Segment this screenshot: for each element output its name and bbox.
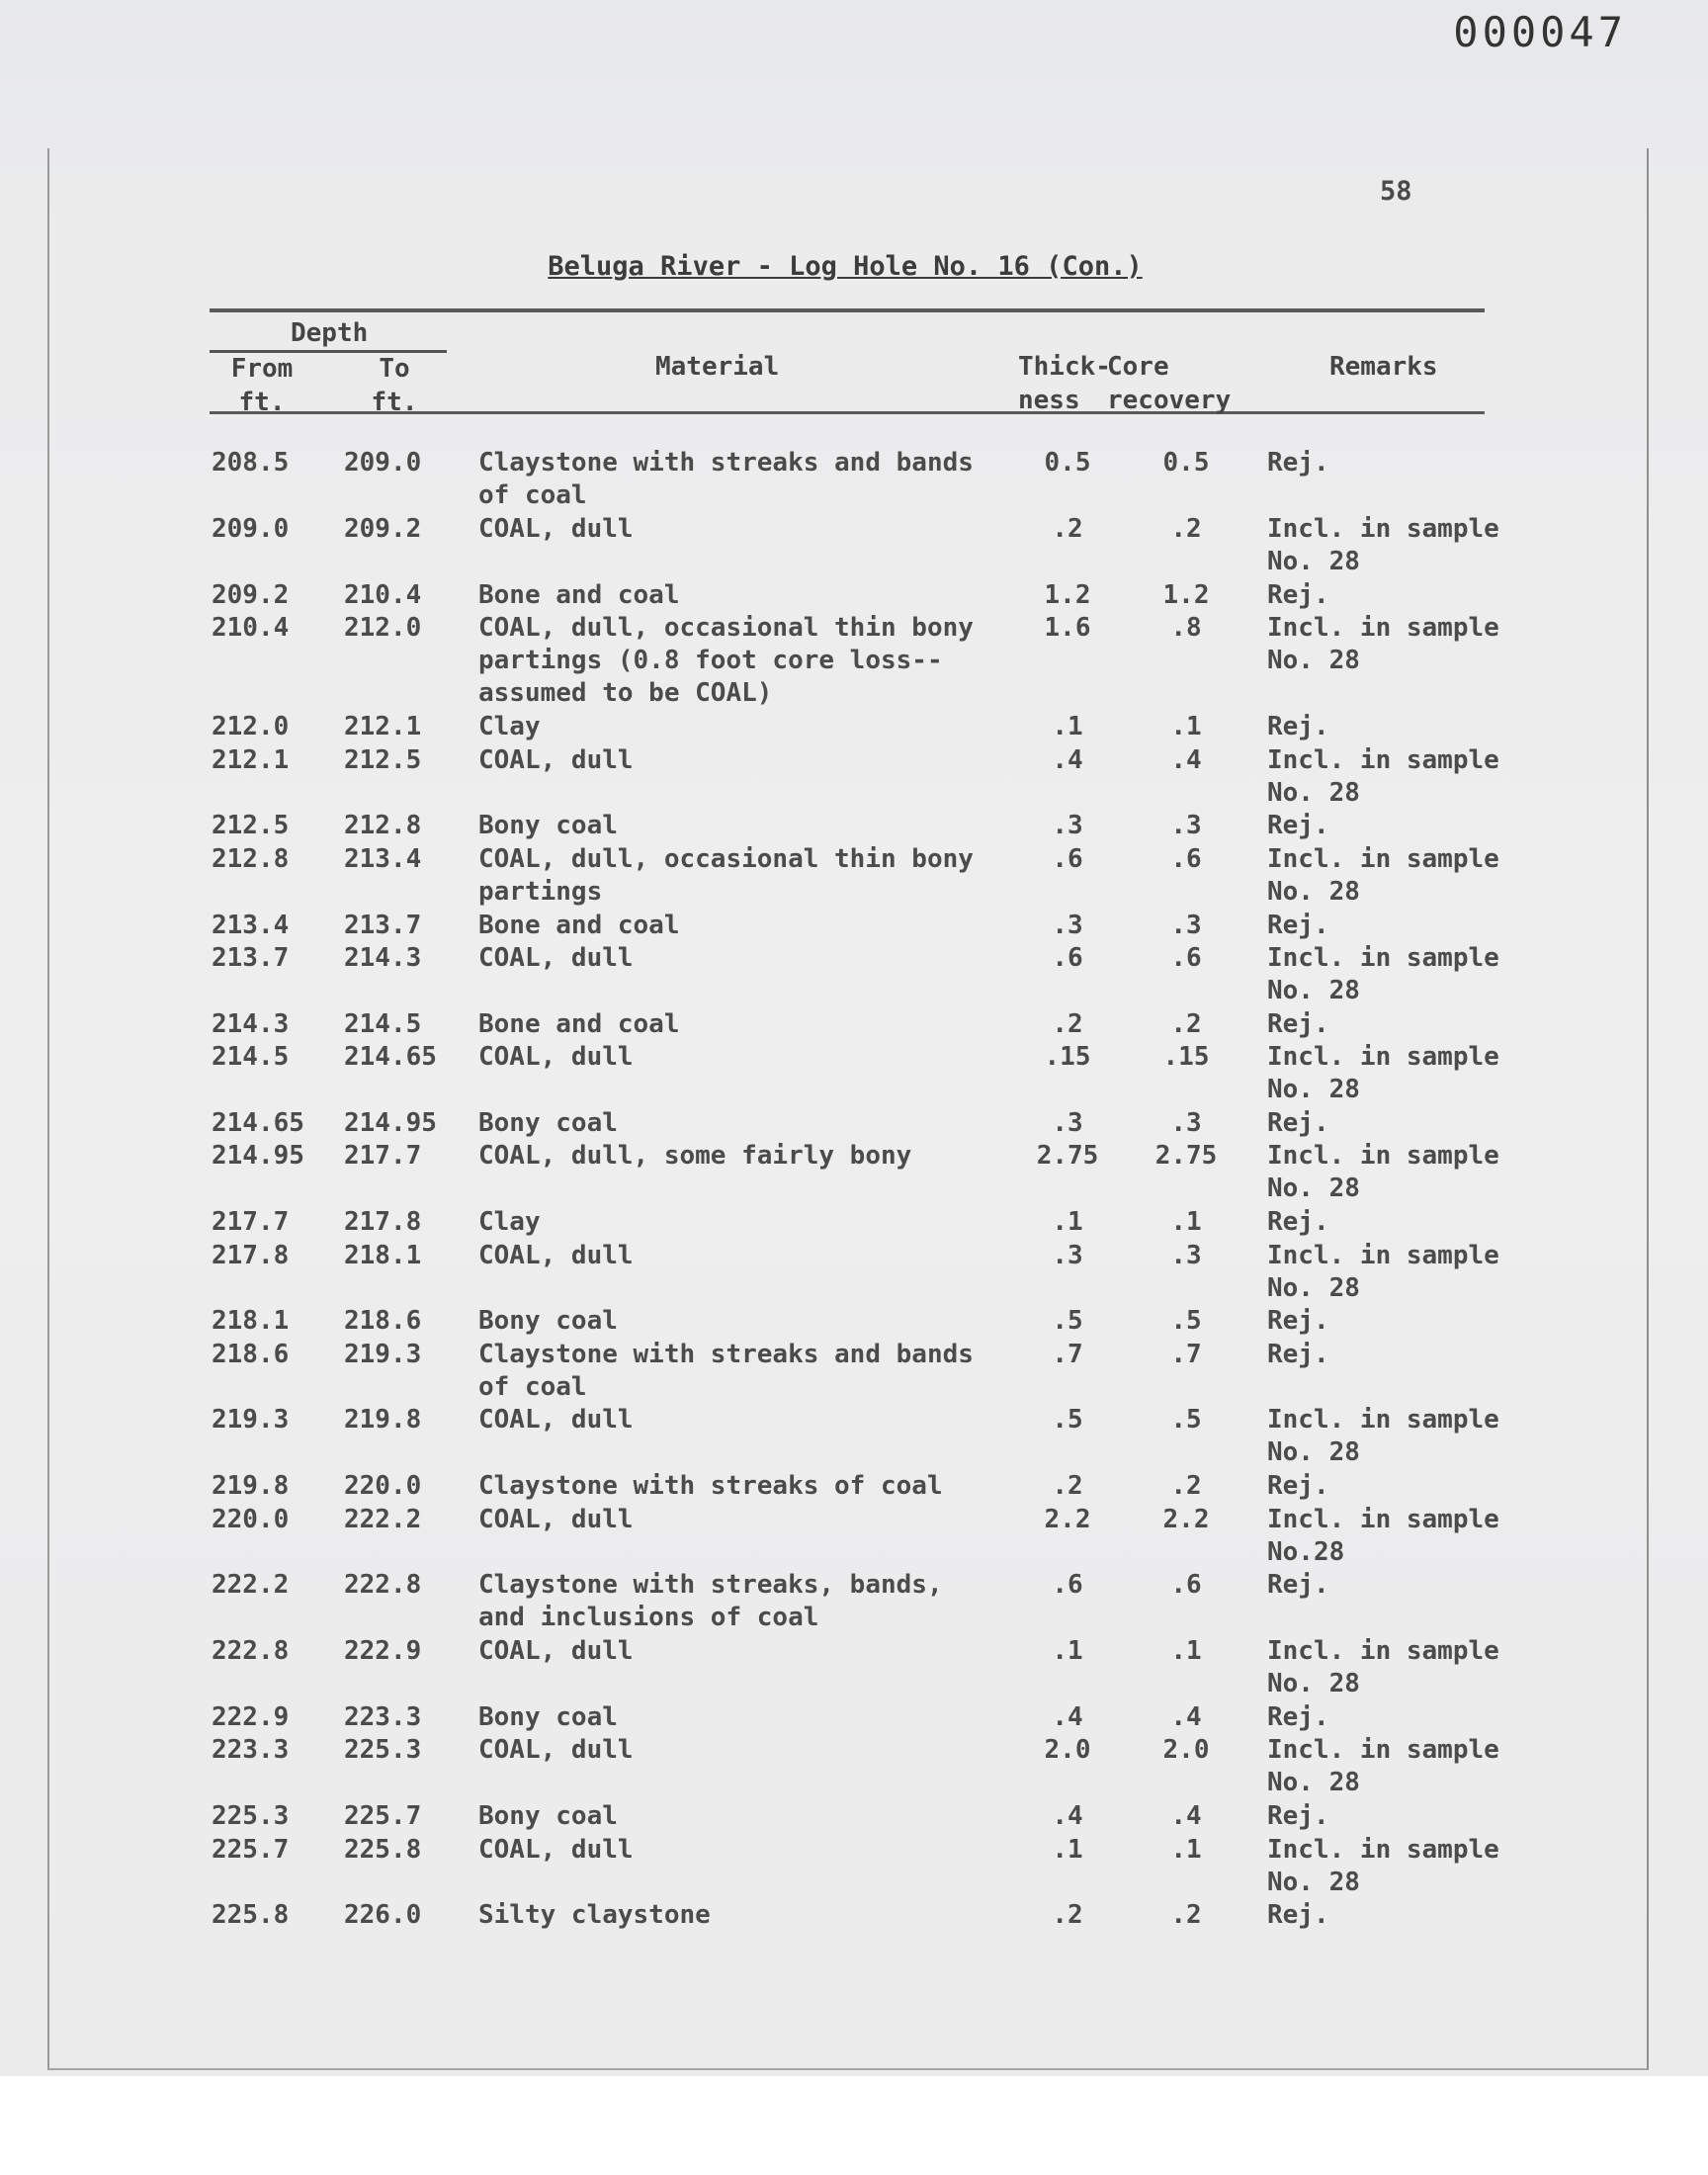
thickness-cell: .6 xyxy=(1052,1570,1083,1601)
table-row xyxy=(0,1504,1708,1570)
remarks-cell: Rej. xyxy=(1267,1471,1329,1502)
table-row xyxy=(0,910,1708,942)
thickness-cell: .3 xyxy=(1052,811,1083,841)
core-recovery-cell: 2.0 xyxy=(1162,1735,1210,1766)
remarks-cell: Rej. xyxy=(1267,910,1329,940)
depth-from: 212.5 xyxy=(212,811,290,841)
header-thickness: Thick- ness xyxy=(1018,352,1111,415)
thickness-cell: .4 xyxy=(1052,1801,1083,1832)
header-depth: Depth xyxy=(291,318,369,348)
remarks-cell: Rej. xyxy=(1267,448,1329,478)
core-recovery-cell: .5 xyxy=(1170,1405,1202,1436)
core-recovery-cell: 2.75 xyxy=(1154,1141,1218,1172)
depth-to: 217.7 xyxy=(344,1141,422,1172)
depth-to: 209.0 xyxy=(344,448,422,478)
material-cell: COAL, dull xyxy=(478,1405,634,1436)
remarks-cell: Rej. xyxy=(1267,712,1329,742)
table-row xyxy=(0,1404,1708,1470)
material-cell: Claystone with streaks and bands of coal xyxy=(478,1339,974,1402)
material-cell: Bone and coal xyxy=(478,1008,680,1039)
material-cell: Clay xyxy=(478,712,541,742)
remarks-cell: Rej. xyxy=(1267,1570,1329,1601)
thickness-cell: .3 xyxy=(1052,1107,1083,1138)
core-recovery-cell: .1 xyxy=(1170,1207,1202,1238)
table-row xyxy=(0,1041,1708,1107)
depth-from: 214.95 xyxy=(212,1141,304,1172)
table-row xyxy=(0,1206,1708,1239)
header-remarks: Remarks xyxy=(1329,352,1438,382)
material-cell: Bony coal xyxy=(478,1702,618,1733)
material-cell: COAL, dull xyxy=(478,1636,634,1667)
depth-from: 208.5 xyxy=(212,448,290,478)
table-row xyxy=(0,1834,1708,1900)
depth-to: 222.2 xyxy=(344,1504,422,1534)
depth-from: 212.8 xyxy=(212,843,290,874)
core-recovery-cell: .3 xyxy=(1170,1107,1202,1138)
depth-to: 225.8 xyxy=(344,1834,422,1865)
core-recovery-cell: .1 xyxy=(1170,712,1202,742)
material-cell: Bone and coal xyxy=(478,910,680,940)
remarks-cell: Rej. xyxy=(1267,1107,1329,1138)
remarks-cell: Rej. xyxy=(1267,1339,1329,1369)
remarks-cell: Incl. in sample No. 28 xyxy=(1267,942,1499,1005)
remarks-cell: Incl. in sample No. 28 xyxy=(1267,843,1499,907)
table-row xyxy=(0,1734,1708,1800)
core-recovery-cell: .2 xyxy=(1170,513,1202,544)
depth-to: 218.1 xyxy=(344,1240,422,1270)
page-number: 58 xyxy=(1380,176,1412,207)
remarks-cell: Incl. in sample No. 28 xyxy=(1267,1735,1499,1798)
depth-from: 217.7 xyxy=(212,1207,290,1238)
thickness-cell: 1.6 xyxy=(1044,612,1091,643)
table-row xyxy=(0,1107,1708,1140)
table-row xyxy=(0,711,1708,743)
material-cell: COAL, dull xyxy=(478,744,634,775)
table-row xyxy=(0,1305,1708,1338)
depth-from: 222.2 xyxy=(212,1570,290,1601)
material-cell: Bony coal xyxy=(478,1107,618,1138)
depth-to: 222.9 xyxy=(344,1636,422,1667)
thickness-cell: .1 xyxy=(1052,712,1083,742)
thickness-cell: .4 xyxy=(1052,1702,1083,1733)
depth-from: 225.8 xyxy=(212,1900,290,1931)
remarks-cell: Rej. xyxy=(1267,1900,1329,1931)
depth-to: 210.4 xyxy=(344,579,422,610)
remarks-cell: Incl. in sample No.28 xyxy=(1267,1504,1499,1567)
remarks-cell: Rej. xyxy=(1267,1306,1329,1337)
table-row xyxy=(0,1800,1708,1833)
depth-from: 214.65 xyxy=(212,1107,304,1138)
thickness-cell: .3 xyxy=(1052,1240,1083,1270)
material-cell: COAL, dull xyxy=(478,1735,634,1766)
table-row xyxy=(0,942,1708,1008)
remarks-cell: Rej. xyxy=(1267,811,1329,841)
material-cell: COAL, dull, some fairly bony xyxy=(478,1141,912,1172)
table-row xyxy=(0,1140,1708,1206)
header-core-recovery: Core recovery xyxy=(1107,352,1232,415)
depth-from: 213.4 xyxy=(212,910,290,940)
remarks-cell: Incl. in sample No. 28 xyxy=(1267,1042,1499,1105)
table-title: Beluga River - Log Hole No. 16 (Con.) xyxy=(548,251,1143,282)
depth-from: 210.4 xyxy=(212,612,290,643)
depth-from: 222.9 xyxy=(212,1702,290,1733)
material-cell: Claystone with streaks and bands of coal xyxy=(478,448,974,510)
table-row xyxy=(0,1635,1708,1701)
core-recovery-cell: .7 xyxy=(1170,1339,1202,1369)
depth-from: 219.3 xyxy=(212,1405,290,1436)
table-row xyxy=(0,1701,1708,1734)
core-recovery-cell: .8 xyxy=(1170,612,1202,643)
depth-to: 220.0 xyxy=(344,1471,422,1502)
depth-from: 214.3 xyxy=(212,1008,290,1039)
depth-from: 212.1 xyxy=(212,744,290,775)
remarks-cell: Incl. in sample No. 28 xyxy=(1267,744,1499,808)
core-recovery-cell: .3 xyxy=(1170,811,1202,841)
thickness-cell: .7 xyxy=(1052,1339,1083,1369)
table-top-rule xyxy=(210,308,1485,312)
table-row xyxy=(0,1240,1708,1306)
material-cell: Bony coal xyxy=(478,1306,618,1337)
depth-to: 214.3 xyxy=(344,942,422,973)
core-recovery-cell: .2 xyxy=(1170,1900,1202,1931)
depth-to: 219.3 xyxy=(344,1339,422,1369)
depth-to: 225.7 xyxy=(344,1801,422,1832)
thickness-cell: .5 xyxy=(1052,1405,1083,1436)
core-recovery-cell: .4 xyxy=(1170,1801,1202,1832)
remarks-cell: Incl. in sample No. 28 xyxy=(1267,1834,1499,1897)
depth-to: 223.3 xyxy=(344,1702,422,1733)
core-recovery-cell: .5 xyxy=(1170,1306,1202,1337)
core-recovery-cell: .1 xyxy=(1170,1636,1202,1667)
table-row xyxy=(0,579,1708,612)
remarks-cell: Rej. xyxy=(1267,1008,1329,1039)
thickness-cell: .1 xyxy=(1052,1207,1083,1238)
table-row xyxy=(0,810,1708,842)
table-row xyxy=(0,744,1708,811)
thickness-cell: .4 xyxy=(1052,744,1083,775)
material-cell: COAL, dull xyxy=(478,513,634,544)
material-cell: Claystone with streaks of coal xyxy=(478,1471,943,1502)
remarks-cell: Rej. xyxy=(1267,579,1329,610)
table-row xyxy=(0,612,1708,711)
remarks-cell: Incl. in sample No. 28 xyxy=(1267,612,1499,675)
depth-from: 212.0 xyxy=(212,712,290,742)
document-id: 000047 xyxy=(1453,8,1627,56)
depth-from: 218.1 xyxy=(212,1306,290,1337)
core-recovery-cell: .2 xyxy=(1170,1008,1202,1039)
thickness-cell: 2.0 xyxy=(1044,1735,1091,1766)
core-recovery-cell: .6 xyxy=(1170,942,1202,973)
depth-to: 212.5 xyxy=(344,744,422,775)
depth-from: 218.6 xyxy=(212,1339,290,1369)
material-cell: COAL, dull xyxy=(478,1240,634,1270)
depth-to: 222.8 xyxy=(344,1570,422,1601)
depth-from: 209.0 xyxy=(212,513,290,544)
header-from: From ft. xyxy=(230,354,294,417)
depth-to: 214.5 xyxy=(344,1008,422,1039)
depth-to: 212.8 xyxy=(344,811,422,841)
thickness-cell: .5 xyxy=(1052,1306,1083,1337)
depth-to: 212.0 xyxy=(344,612,422,643)
thickness-cell: 2.75 xyxy=(1036,1141,1099,1172)
depth-to: 212.1 xyxy=(344,712,422,742)
depth-from: 217.8 xyxy=(212,1240,290,1270)
table-row xyxy=(0,843,1708,910)
remarks-cell: Rej. xyxy=(1267,1207,1329,1238)
material-cell: COAL, dull xyxy=(478,942,634,973)
depth-from: 219.8 xyxy=(212,1471,290,1502)
table-row xyxy=(0,1339,1708,1405)
material-cell: COAL, dull, occasional thin bony partings (0.8 foot core loss-- assumed to be COAL) xyxy=(478,612,974,708)
thickness-cell: .2 xyxy=(1052,513,1083,544)
header-to: To ft. xyxy=(371,354,418,417)
remarks-cell: Rej. xyxy=(1267,1702,1329,1733)
depth-to: 213.7 xyxy=(344,910,422,940)
depth-to: 219.8 xyxy=(344,1405,422,1436)
material-cell: COAL, dull xyxy=(478,1042,634,1073)
thickness-cell: .6 xyxy=(1052,942,1083,973)
depth-from: 225.3 xyxy=(212,1801,290,1832)
depth-to: 213.4 xyxy=(344,843,422,874)
table-row xyxy=(0,447,1708,513)
depth-from: 223.3 xyxy=(212,1735,290,1766)
table-row xyxy=(0,1899,1708,1932)
thickness-cell: .15 xyxy=(1044,1042,1091,1073)
header-material: Material xyxy=(655,352,780,382)
material-cell: Claystone with streaks, bands, and inclusions of coal xyxy=(478,1570,943,1633)
remarks-cell: Incl. in sample No. 28 xyxy=(1267,1636,1499,1699)
log-table-body xyxy=(0,447,1708,1933)
core-recovery-cell: .15 xyxy=(1162,1042,1210,1073)
table-row xyxy=(0,1470,1708,1503)
remarks-cell: Incl. in sample No. 28 xyxy=(1267,1405,1499,1468)
core-recovery-cell: 0.5 xyxy=(1162,448,1210,478)
table-row xyxy=(0,1008,1708,1041)
thickness-cell: .2 xyxy=(1052,1900,1083,1931)
material-cell: Bony coal xyxy=(478,1801,618,1832)
depth-to: 214.95 xyxy=(344,1107,437,1138)
depth-to: 209.2 xyxy=(344,513,422,544)
table-row xyxy=(0,513,1708,579)
depth-to: 225.3 xyxy=(344,1735,422,1766)
thickness-cell: .1 xyxy=(1052,1834,1083,1865)
material-cell: Bone and coal xyxy=(478,579,680,610)
depth-from: 209.2 xyxy=(212,579,290,610)
core-recovery-cell: .3 xyxy=(1170,1240,1202,1270)
core-recovery-cell: 1.2 xyxy=(1162,579,1210,610)
core-recovery-cell: 2.2 xyxy=(1162,1504,1210,1534)
depth-to: 214.65 xyxy=(344,1042,437,1073)
thickness-cell: .2 xyxy=(1052,1471,1083,1502)
core-recovery-cell: .6 xyxy=(1170,843,1202,874)
core-recovery-cell: .2 xyxy=(1170,1471,1202,1502)
depth-to: 218.6 xyxy=(344,1306,422,1337)
core-recovery-cell: .4 xyxy=(1170,1702,1202,1733)
material-cell: COAL, dull xyxy=(478,1834,634,1865)
depth-from: 214.5 xyxy=(212,1042,290,1073)
material-cell: Bony coal xyxy=(478,811,618,841)
depth-to: 217.8 xyxy=(344,1207,422,1238)
depth-from: 222.8 xyxy=(212,1636,290,1667)
depth-to: 226.0 xyxy=(344,1900,422,1931)
depth-from: 220.0 xyxy=(212,1504,290,1534)
core-recovery-cell: .6 xyxy=(1170,1570,1202,1601)
table-row xyxy=(0,1569,1708,1635)
material-cell: Silty claystone xyxy=(478,1900,711,1931)
remarks-cell: Incl. in sample No. 28 xyxy=(1267,1240,1499,1303)
depth-from: 213.7 xyxy=(212,942,290,973)
depth-from: 225.7 xyxy=(212,1834,290,1865)
core-recovery-cell: .4 xyxy=(1170,744,1202,775)
core-recovery-cell: .3 xyxy=(1170,910,1202,940)
thickness-cell: 0.5 xyxy=(1044,448,1091,478)
material-cell: COAL, dull, occasional thin bony partings xyxy=(478,843,974,907)
material-cell: Clay xyxy=(478,1207,541,1238)
thickness-cell: .6 xyxy=(1052,843,1083,874)
thickness-cell: .1 xyxy=(1052,1636,1083,1667)
thickness-cell: .3 xyxy=(1052,910,1083,940)
material-cell: COAL, dull xyxy=(478,1504,634,1534)
core-recovery-cell: .1 xyxy=(1170,1834,1202,1865)
thickness-cell: 1.2 xyxy=(1044,579,1091,610)
remarks-cell: Incl. in sample No. 28 xyxy=(1267,1141,1499,1204)
remarks-cell: Rej. xyxy=(1267,1801,1329,1832)
thickness-cell: 2.2 xyxy=(1044,1504,1091,1534)
thickness-cell: .2 xyxy=(1052,1008,1083,1039)
remarks-cell: Incl. in sample No. 28 xyxy=(1267,513,1499,576)
